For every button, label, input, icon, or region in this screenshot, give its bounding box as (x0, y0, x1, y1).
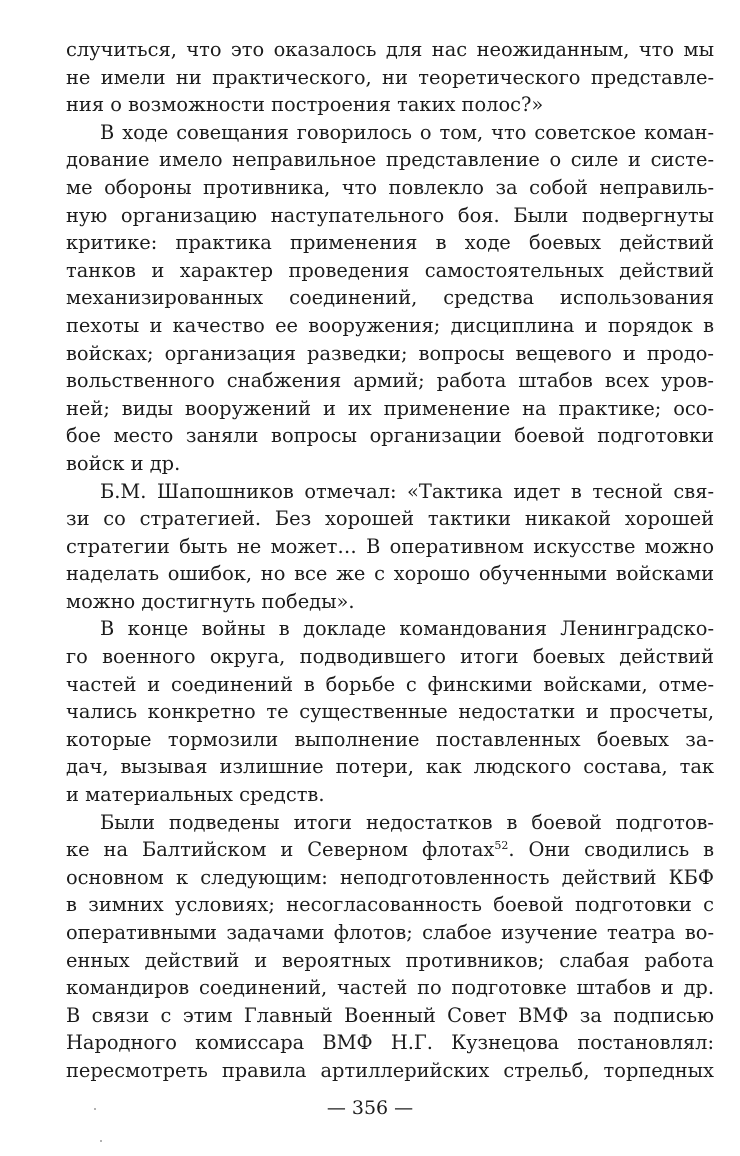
text-line: в зимних условиях; несогласованность боевой подготовки с (66, 893, 714, 917)
text-line: ную организацию наступательного боя. Были подвергнуты (66, 203, 714, 227)
scan-speck (100, 1140, 102, 1142)
text-line: критике: практика применения в ходе боевых действий (66, 231, 714, 255)
text-line: ме обороны противника, что повлекло за собой неправиль- (66, 175, 714, 199)
scan-speck (94, 1108, 96, 1110)
text-line: наделать ошибок, но все же с хорошо обученными войсками (66, 562, 714, 586)
text-line: В конце войны в докладе командования Ленинградско- (100, 617, 714, 641)
text-line: бое место заняли вопросы организации боевой подготовки (66, 424, 714, 448)
text-line: основном к следующим: неподготовленность действий КБФ (66, 865, 714, 889)
text-segment: . Они сводились в (508, 838, 714, 862)
page-number: — 356 — (326, 1097, 414, 1119)
text-line: го военного округа, подводившего итоги боевых действий (66, 645, 714, 669)
text-line: которые тормозили выполнение поставленных боевых за- (66, 727, 714, 751)
text-line: Б.М. Шапошников отмечал: «Тактика идет в тесной свя- (100, 479, 714, 503)
text-line: войсках; организация разведки; вопросы вещевого и продо- (66, 341, 714, 365)
text-line: войск и др. (66, 451, 181, 475)
text-line: чались конкретно те существенные недостатки и просчеты, (66, 700, 714, 724)
text-line: пехоты и качество ее вооружения; дисциплина и порядок в (66, 313, 714, 337)
paragraph (66, 615, 714, 808)
text-line: енных действий и вероятных противников; слабая работа (66, 948, 714, 972)
text-line: можно достигнуть победы». (66, 589, 355, 613)
text-line: ния о возможности построения таких полос?» (66, 93, 544, 117)
text-line: и материальных средств. (66, 783, 325, 807)
text-line: танков и характер проведения самостоятельных действий (66, 258, 714, 282)
text-line: Народного комиссара ВМФ Н.Г. Кузнецова постановлял: (66, 1031, 714, 1055)
footnote-reference[interactable]: 52 (494, 839, 509, 853)
text-line: командиров соединений, частей по подготовке штабов и др. (66, 976, 714, 1000)
text-line: дование имело неправильное представление о силе и систе- (66, 148, 714, 172)
body-text (66, 36, 714, 1085)
text-line: оперативными задачами флотов; слабое изучение театра во- (66, 921, 714, 944)
text-line: случиться, что это оказалось для нас неожиданным, что мы (66, 38, 714, 61)
text-line-with-footnote (66, 836, 714, 864)
paragraph (66, 119, 714, 478)
paragraph (66, 478, 714, 616)
paragraph (66, 809, 714, 1085)
text-line: не имели ни практического, ни теоретического представле- (66, 65, 714, 89)
text-line: Были подведены итоги недостатков в боевой подготов- (100, 810, 714, 834)
text-line: механизированных соединений, средства использования (66, 286, 714, 310)
text-line: В ходе совещания говорилось о том, что советское коман- (100, 120, 714, 144)
text-line: стратегии быть не может… В оперативном искусстве можно (66, 534, 714, 558)
text-line: вольственного снабжения армий; работа штабов всех уров- (66, 369, 714, 393)
paragraph (66, 36, 714, 119)
text-line: частей и соединений в борьбе с финскими войсками, отме- (66, 672, 714, 696)
text-line: В связи с этим Главный Военный Совет ВМФ за подписью (66, 1003, 714, 1027)
text-segment: ке на Балтийском и Северном флотах (66, 838, 495, 862)
text-line: зи со стратегией. Без хорошей тактики никакой хорошей (66, 507, 714, 531)
text-line: ней; виды вооружений и их применение на практике; осо- (66, 396, 714, 420)
text-line: пересмотреть правила артиллерийских стрельб, торпедных (66, 1058, 714, 1082)
text-line: дач, вызывая излишние потери, как людского состава, так (66, 755, 714, 779)
